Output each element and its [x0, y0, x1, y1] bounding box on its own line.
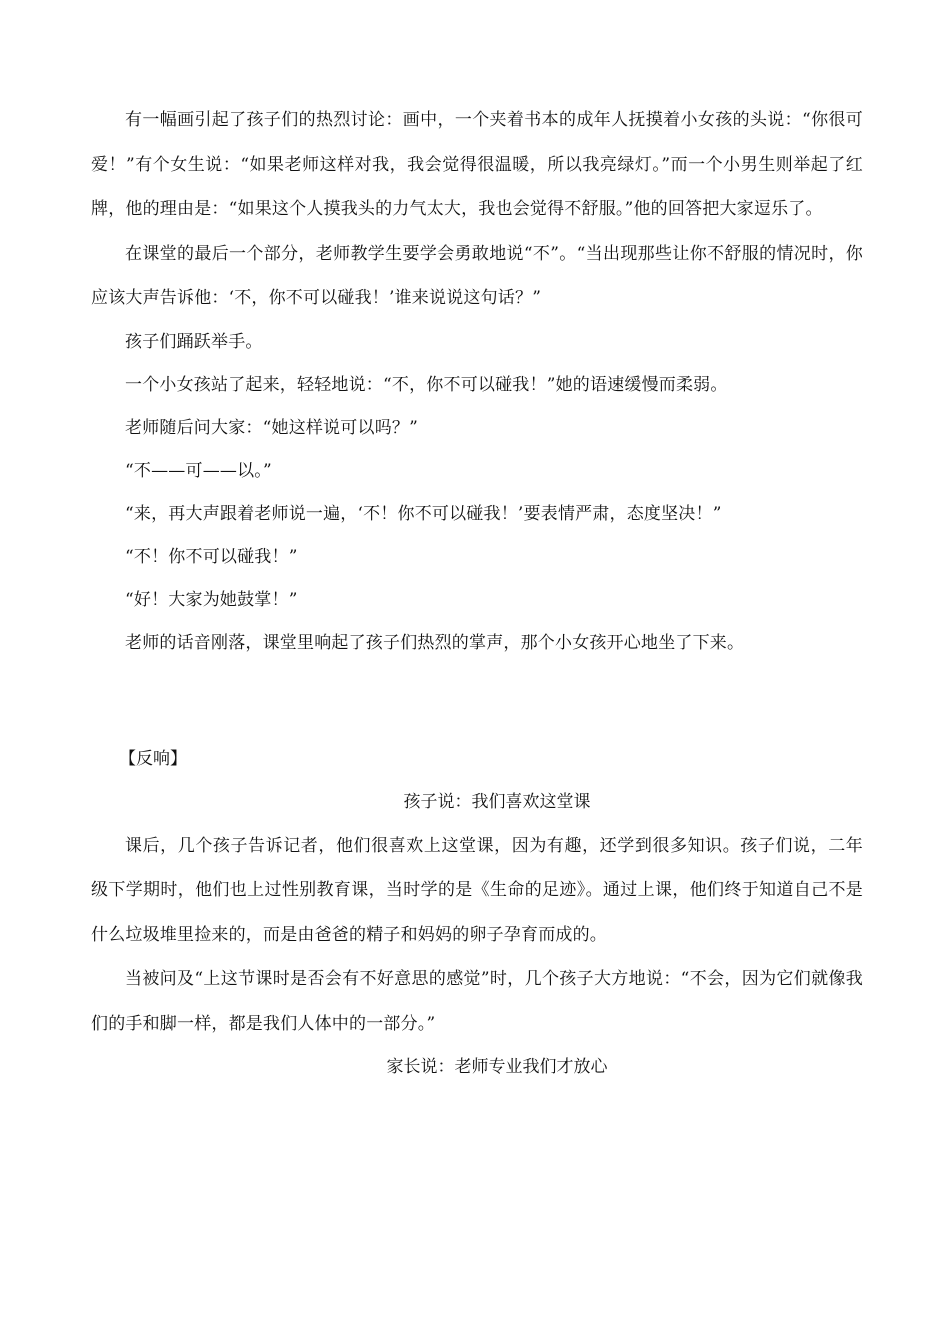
- subheading-parents: 家长说：老师专业我们才放心: [386, 1057, 608, 1077]
- paragraph-applause-call: “好！大家为她鼓掌！”: [125, 589, 298, 610]
- paragraph-applause: 老师的话音刚落，课堂里响起了孩子们热烈的掌声，那个小女孩开心地坐了下来。: [125, 632, 745, 653]
- paragraph-girl-speaks: 一个小女孩站了起来，轻轻地说：“不，你不可以碰我！”她的语速缓慢而柔弱。: [125, 374, 728, 395]
- subheading-children: 孩子说：我们喜欢这堂课: [403, 791, 591, 812]
- section-gap: [91, 665, 863, 738]
- paragraph-raise-hands: 孩子们踊跃举手。: [125, 331, 263, 352]
- paragraph-girl-repeats: “不！你不可以碰我！”: [125, 546, 298, 567]
- paragraph-not-embarrassed: 当被问及“上这节课时是否会有不好意思的感觉”时，几个孩子大方地说：“不会，因为它们就像我们的手和脚一样，都是我们人体中的一部分。”: [91, 969, 863, 1034]
- paragraph-children-feedback: 课后，几个孩子告诉记者，他们很喜欢上这堂课，因为有趣，还学到很多知识。孩子们说，二年级下学期时，他们也上过性别教育课，当时学的是《生命的足迹》。通过上课，他们终于知道自己不是什么垃圾堆里捡来的，而是由爸爸的精子和妈妈的卵子孕育而成的。: [91, 835, 863, 945]
- paragraph-say-no-lesson: 在课堂的最后一个部分，老师教学生要学会勇敢地说“不”。“当出现那些让你不舒服的情况时，你应该大声告诉他：‘不，你不可以碰我！’谁来说说这句话？”: [91, 243, 863, 308]
- paragraph-painting-discussion: 有一幅画引起了孩子们的热烈讨论：画中，一个夹着书本的成年人抚摸着小女孩的头说：“你很可爱！”有个女生说：“如果老师这样对我，我会觉得很温暖，所以我亮绿灯。”而一个小男生则举起了红牌，他的理由是：“如果这个人摸我头的力气太大，我也会觉得不舒服。”他的回答把大家逗乐了。: [91, 110, 863, 219]
- paragraph-teacher-asks: 老师随后问大家：“她这样说可以吗？”: [125, 417, 418, 438]
- section-label-response: 【反响】: [119, 748, 187, 769]
- paragraph-repeat-louder: “来，再大声跟着老师说一遍，‘不！你不可以碰我！’要表情严肃，态度坚决！”: [125, 503, 722, 524]
- document-page: [91, 98, 863, 1089]
- paragraph-class-answer: “不——可——以。”: [125, 460, 272, 481]
